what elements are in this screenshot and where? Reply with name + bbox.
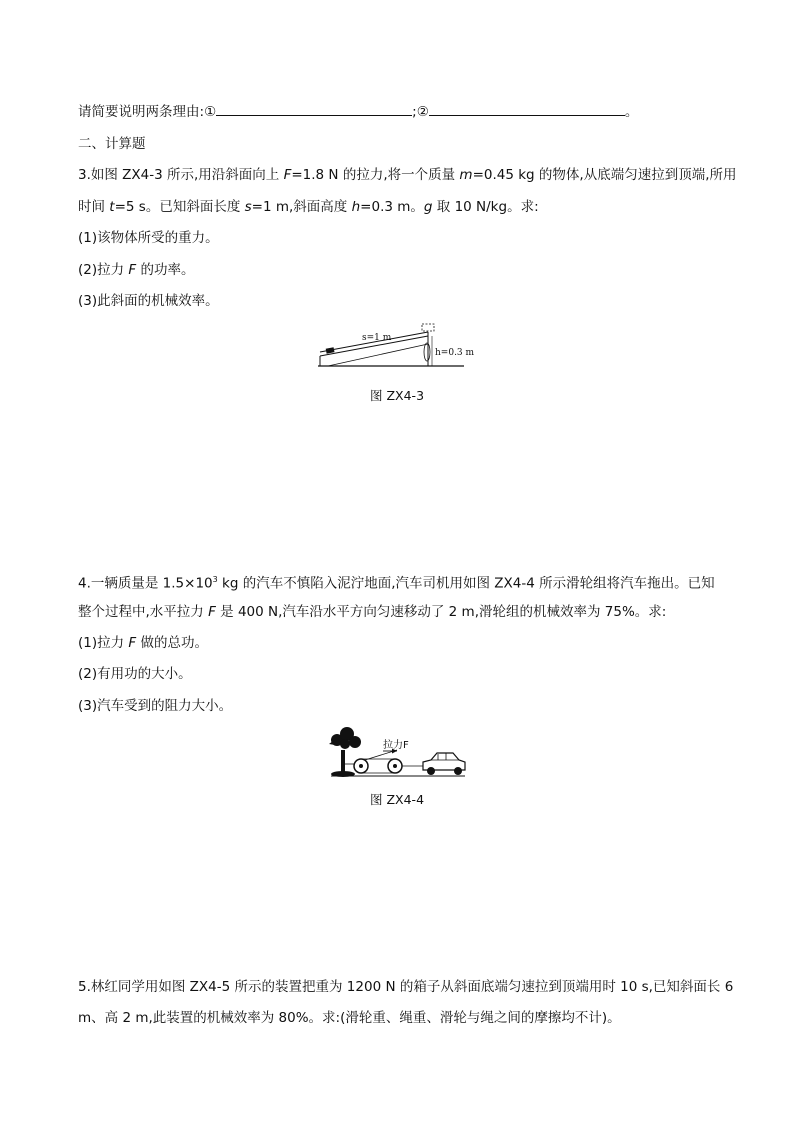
pulley-axle xyxy=(359,764,363,768)
q3-text: =1.8 N 的拉力,将一个质量 xyxy=(291,167,460,183)
exponent: 3 xyxy=(212,575,218,584)
q4-text: 是 400 N,汽车沿水平方向匀速移动了 2 m,滑轮组的机械效率为 75%。求: xyxy=(215,604,667,620)
var-t: t xyxy=(109,199,115,215)
q4-text: kg 的汽车不慎陷入泥泞地面,汽车司机用如图 ZX4-4 所示滑轮组将汽车拖出。已知 xyxy=(217,575,715,592)
label-s: s=1 m xyxy=(362,333,392,343)
var-s: s xyxy=(244,199,252,215)
reason-mark-2: ② xyxy=(416,104,429,120)
q3-sub-2 xyxy=(78,261,194,279)
q3-text: =0.3 m。 xyxy=(360,199,424,215)
reasons-prefix: 请简要说明两条理由: xyxy=(78,104,205,120)
reasons-end: 。 xyxy=(624,104,639,120)
q3-text: 时间 xyxy=(78,199,110,215)
pulley-car-figure xyxy=(325,724,475,780)
q4-text: 整个过程中,水平拉力 xyxy=(78,604,209,620)
block-at-bottom xyxy=(326,347,335,353)
q3-text: =0.45 kg 的物体,从底端匀速拉到顶端,所用 xyxy=(472,167,737,183)
q4-sub-3: (3)汽车受到的阻力大小。 xyxy=(78,698,233,714)
q3-line-2 xyxy=(78,198,539,216)
incline-figure xyxy=(314,322,482,370)
label-force: 拉力F xyxy=(383,740,409,751)
q3-sub-1: (1)该物体所受的重力。 xyxy=(78,230,219,246)
q3-line-1 xyxy=(78,166,737,184)
var-F: F xyxy=(208,604,216,620)
var-m: m xyxy=(459,167,473,183)
section-title: 二、计算题 xyxy=(78,136,146,152)
q3-text: 3.如图 ZX4-3 所示,用沿斜面向上 xyxy=(78,167,284,183)
q3-text: 取 10 N/kg。求: xyxy=(432,199,539,215)
q3-text: =1 m,斜面高度 xyxy=(251,199,352,215)
q5-line-2: m、高 2 m,此装置的机械效率为 80%。求:(滑轮重、绳重、滑轮与绳之间的摩擦均不计)。 xyxy=(78,1010,621,1026)
var-F: F xyxy=(128,262,137,278)
q4-text: 做的总功。 xyxy=(136,635,208,651)
q3-text: 的功率。 xyxy=(136,262,195,278)
height-marker xyxy=(424,343,430,361)
q4-sub-1 xyxy=(78,634,208,652)
label-h: h=0.3 m xyxy=(435,348,475,358)
q5-line-1: 5.林红同学用如图 ZX4-5 所示的装置把重为 1200 N 的箱子从斜面底端匀速拉到顶端用时 10 s,已知斜面长 6 xyxy=(78,979,734,995)
var-g: g xyxy=(423,199,433,215)
reasons-line xyxy=(78,102,638,121)
q4-line-1 xyxy=(78,571,715,593)
figure-caption-zx4-3: 图 ZX4-3 xyxy=(370,388,425,403)
q3-text: (2)拉力 xyxy=(78,262,129,278)
reason-separator: ; xyxy=(412,104,417,120)
reason-blank-2[interactable] xyxy=(429,102,625,116)
q4-line-2 xyxy=(78,603,666,621)
q4-text: (1)拉力 xyxy=(78,635,129,651)
q3-text: =5 s。已知斜面长度 xyxy=(114,199,245,215)
tree-icon xyxy=(329,727,361,774)
pulley-axle xyxy=(393,764,397,768)
reason-blank-1[interactable] xyxy=(216,102,412,116)
figure-caption-zx4-4: 图 ZX4-4 xyxy=(370,792,425,807)
block-at-top xyxy=(422,324,434,331)
reason-mark-1: ① xyxy=(204,104,217,120)
var-F: F xyxy=(128,635,137,651)
var-F: F xyxy=(283,167,292,183)
q3-sub-3: (3)此斜面的机械效率。 xyxy=(78,293,219,309)
q4-text: 4.一辆质量是 1.5×10 xyxy=(78,575,213,592)
q4-sub-2: (2)有用功的大小。 xyxy=(78,666,192,682)
car-icon xyxy=(423,753,465,775)
var-h: h xyxy=(351,199,361,215)
